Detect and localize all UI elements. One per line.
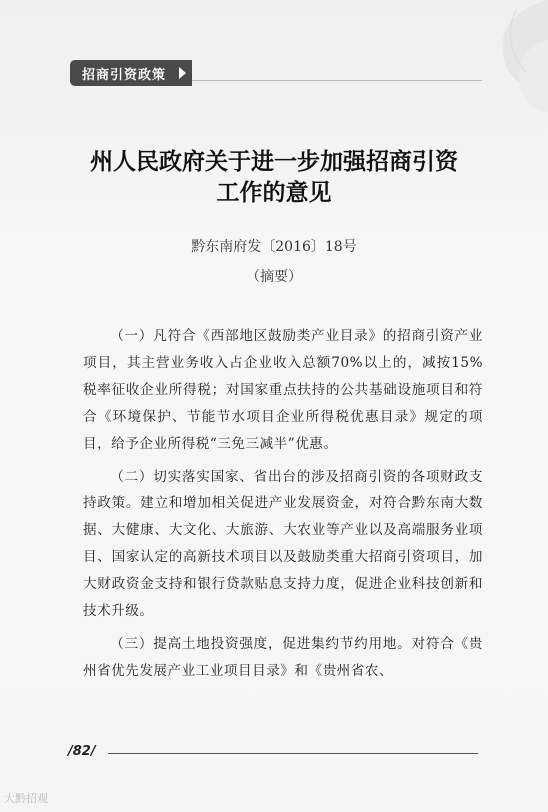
abstract-label: （摘要）: [246, 269, 302, 285]
section-label-tab: [70, 60, 192, 86]
paragraph-3: （三）提高土地投资强度，促进集约节约用地。对符合《贵州省优先发展产业工业项目目录》和《贵州省农、: [83, 635, 483, 679]
footer-rule: [108, 753, 478, 754]
paragraph-2: （二）切实落实国家、省出台的涉及招商引资的各项财政支持政策。建立和增加相关促进产业发展资金，对符合黔东南大数据、大健康、大文化、大旅游、大农业等产业以及高端服务业项目、国家认定的高新技术项目以及鼓励类重大招商引资项目，加大财政资金支持和银行贷款贴息支持力度，促进企业科技创新和技术升级。: [83, 468, 483, 620]
watermark: 大黔招观: [4, 792, 48, 805]
document-title: [40, 146, 508, 208]
document-number: 黔东南府发〔2016〕18号: [191, 239, 357, 255]
section-label: 招商引资政策: [82, 67, 167, 83]
page-number: /82/: [68, 744, 96, 759]
header-rule: [192, 80, 482, 81]
title-line-1: 州人民政府关于进一步加强招商引资: [90, 148, 458, 175]
play-triangle-icon: [179, 67, 186, 79]
document-body: [83, 323, 483, 691]
title-line-2: 工作的意见: [216, 179, 332, 206]
paragraph-1: （一）凡符合《西部地区鼓励类产业目录》的招商引资产业项目，其主营业务收入占企业收入总额70%以上的，减按15%税率征收企业所得税；对国家重点扶持的公共基础设施项目和符合《环境保护、节能节水项目企业所得税优惠目录》规定的项目，给予企业所得税“三免三减半”优惠。: [83, 328, 483, 452]
leaf-decoration-icon: [398, 0, 548, 150]
